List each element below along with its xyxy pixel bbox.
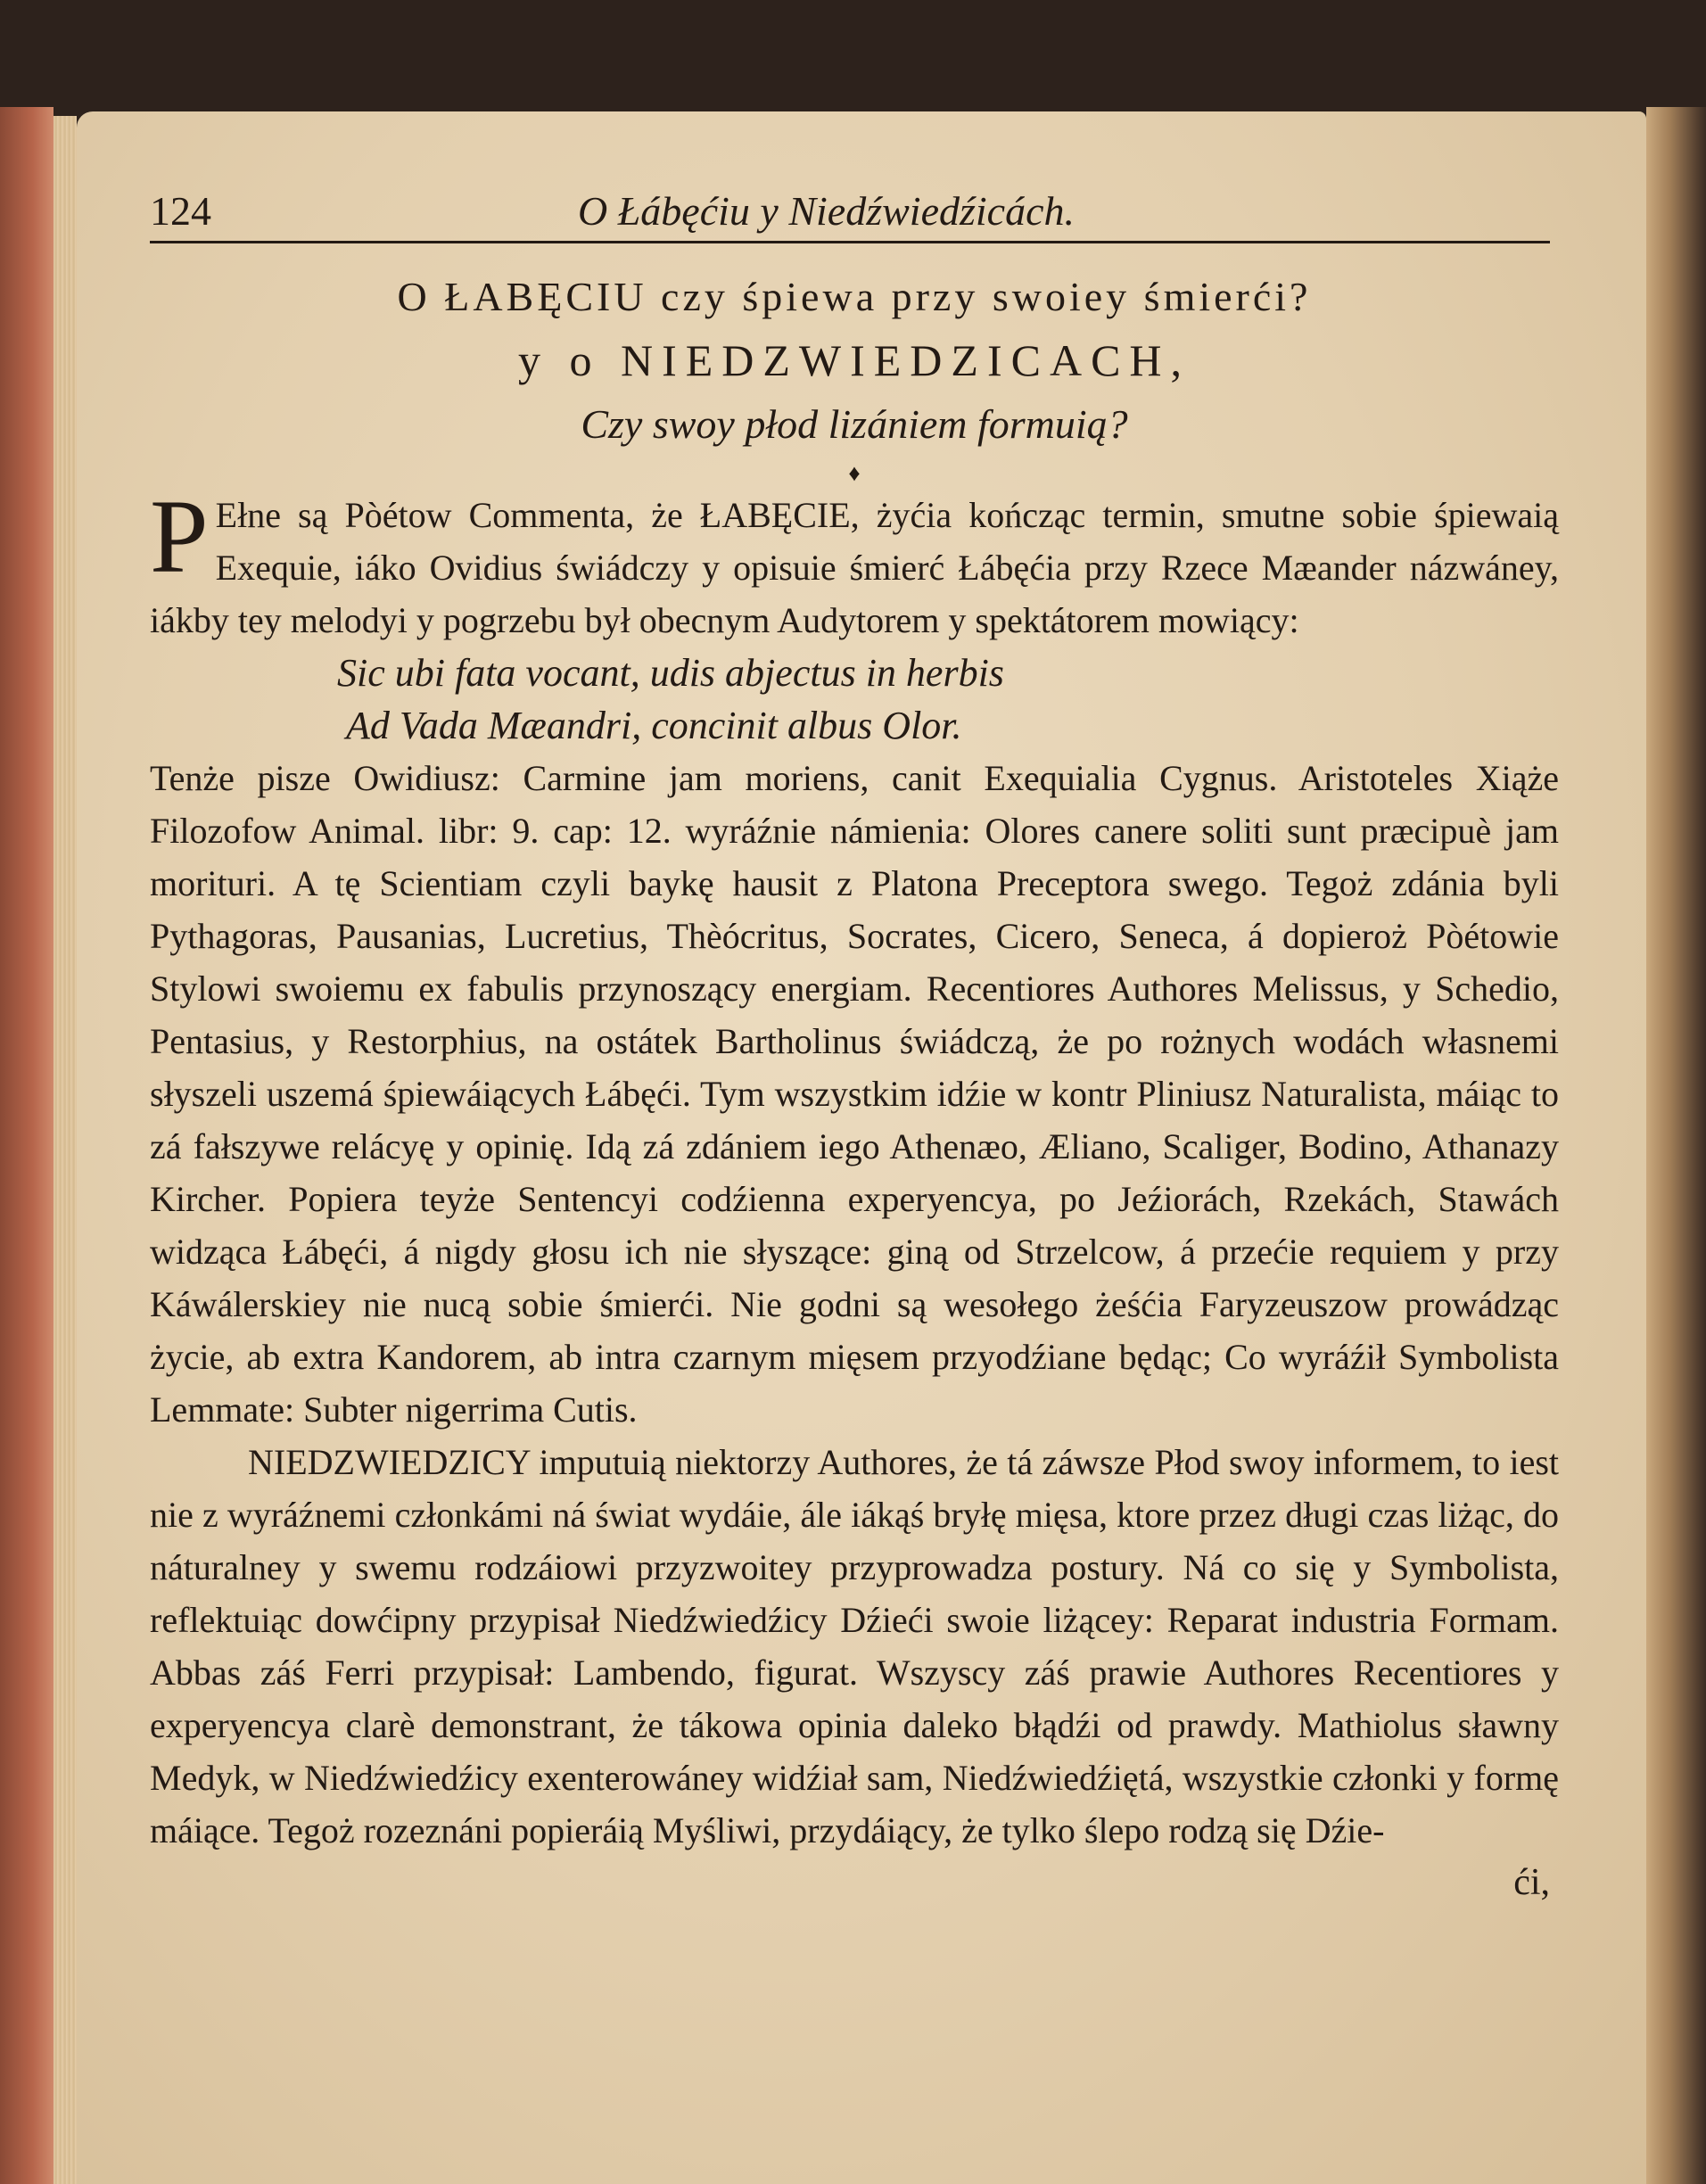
running-title: O Łábęćiu y Niedźwiedźicách. bbox=[578, 188, 1076, 234]
page-content bbox=[150, 187, 1559, 1909]
page-stack-edge bbox=[54, 116, 77, 2184]
catchword: ći, bbox=[1513, 1862, 1550, 1903]
book-left-edge bbox=[0, 107, 54, 2184]
page-number: 124 bbox=[150, 188, 211, 234]
ornament: ♦ bbox=[848, 460, 861, 486]
running-head bbox=[150, 187, 1559, 244]
verse-line-1: Sic ubi fata vocant, udis abjectus in herbis bbox=[337, 651, 1004, 695]
verse-line-2: Ad Vada Mæandri, concinit albus Olor. bbox=[346, 704, 962, 747]
paragraph-1 bbox=[150, 478, 1559, 647]
heading-line-2: y o NIEDZWIEDZICACH, bbox=[517, 335, 1191, 385]
heading-line-3: Czy swoy płod lizániem formuią? bbox=[581, 401, 1128, 447]
paragraph-1-text: Ełne są Pòétow Commenta, że ŁABĘCIE, żyćia kończąc termin, smutne sobie śpiewaią Exequie, iáko Ovidius świádczy y opisuie śmierć Łábęćia przy Rzece Mæander názwáney, iákby tey melodyi y pogrzebu był obecnym Audytorem y spektátorem mowiący: bbox=[150, 495, 1559, 640]
drop-cap: P bbox=[150, 478, 209, 595]
heading-line-1: O ŁABĘCIU czy śpiewa przy swoiey śmierći? bbox=[397, 274, 1312, 319]
chapter-heading bbox=[150, 266, 1559, 457]
paragraph-2: NIEDZWIEDZICY imputuią niektorzy Authores, że tá záwsze Płod swoy informem, to iest nie z wyráźnemi członkámi ná świat wydáie, ále iákąś bryłę mięsa, ktore przez długi czas liżąc, do náturalney y swemu rodzáiowi przyzwoitey przyprowadza postury. Ná co się y Symbolista, reflektuiąc dowćipny przypisał Niedźwiedźicy Dźieći swoie liżącey: Reparat industria Formam. Abbas záś Ferri przypisał: Lambendo, figurat. Wszyscy záś prawie Authores Recentiores y experyencya clarè demonstrant, że tákowa opinia daleko błądźi od prawdy. Mathiolus sławny Medyk, w Niedźwiedźicy exenterowáney widźiał sam, Niedźwiedźiętá, wszystkie członki y formę máiące. Tegoż rozeznáni popieráią Myśliwi, przydáiący, że tylko ślepo rodzą się Dźie- bbox=[150, 1442, 1559, 1850]
background-top bbox=[0, 0, 1706, 125]
paragraph-1-continued: Tenże pisze Owidiusz: Carmine jam moriens, canit Exequialia Cygnus. Aristoteles Xiąże Filozofow Animal. libr: 9. cap: 12. wyráźnie námienia: Olores canere soliti sunt præcipuè jam morituri. A tę Scientiam czyli baykę hausit z Platona Preceptora swego. Tegoż zdánia byli Pythagoras, Pausanias, Lucretius, Thèócritus, Socrates, Cicero, Seneca, á dopieroż Pòétowie Stylowi swoiemu ex fabulis przynoszący energiam. Recentiores Authores Melissus, y Schedio, Pentasius, y Restorphius, na ostátek Bartholinus świádczą, że po rożnych wodách własnemi słyszeli uszemá śpiewáiących Łábęći. Tym wszystkim idźie w kontr Pliniusz Naturalista, máiąc to zá fałszywe relácyę y opinię. Idą zá zdániem iego Athenæo, Æliano, Scaliger, Bodino, Athanazy Kircher. Popiera teyże Sentencyi codźienna experyencya, po Jeźiorách, Rzekách, Stawách widząca Łábęći, á nigdy głosu ich nie słyszące: giną od Strzelcow, á przećie requiem y przy Káwálerskiey nie nucą sobie śmierći. Nie godni są wesołego żeśćia Faryzeuszow prowádząc życie, ab extra Kandorem, ab intra czarnym mięsem przyodźiane będąc; Co wyráźił Symbolista Lemmate: Subter nigerrima Cutis. bbox=[150, 758, 1559, 1430]
header-rule bbox=[150, 241, 1550, 243]
book-gutter bbox=[1646, 107, 1706, 2184]
